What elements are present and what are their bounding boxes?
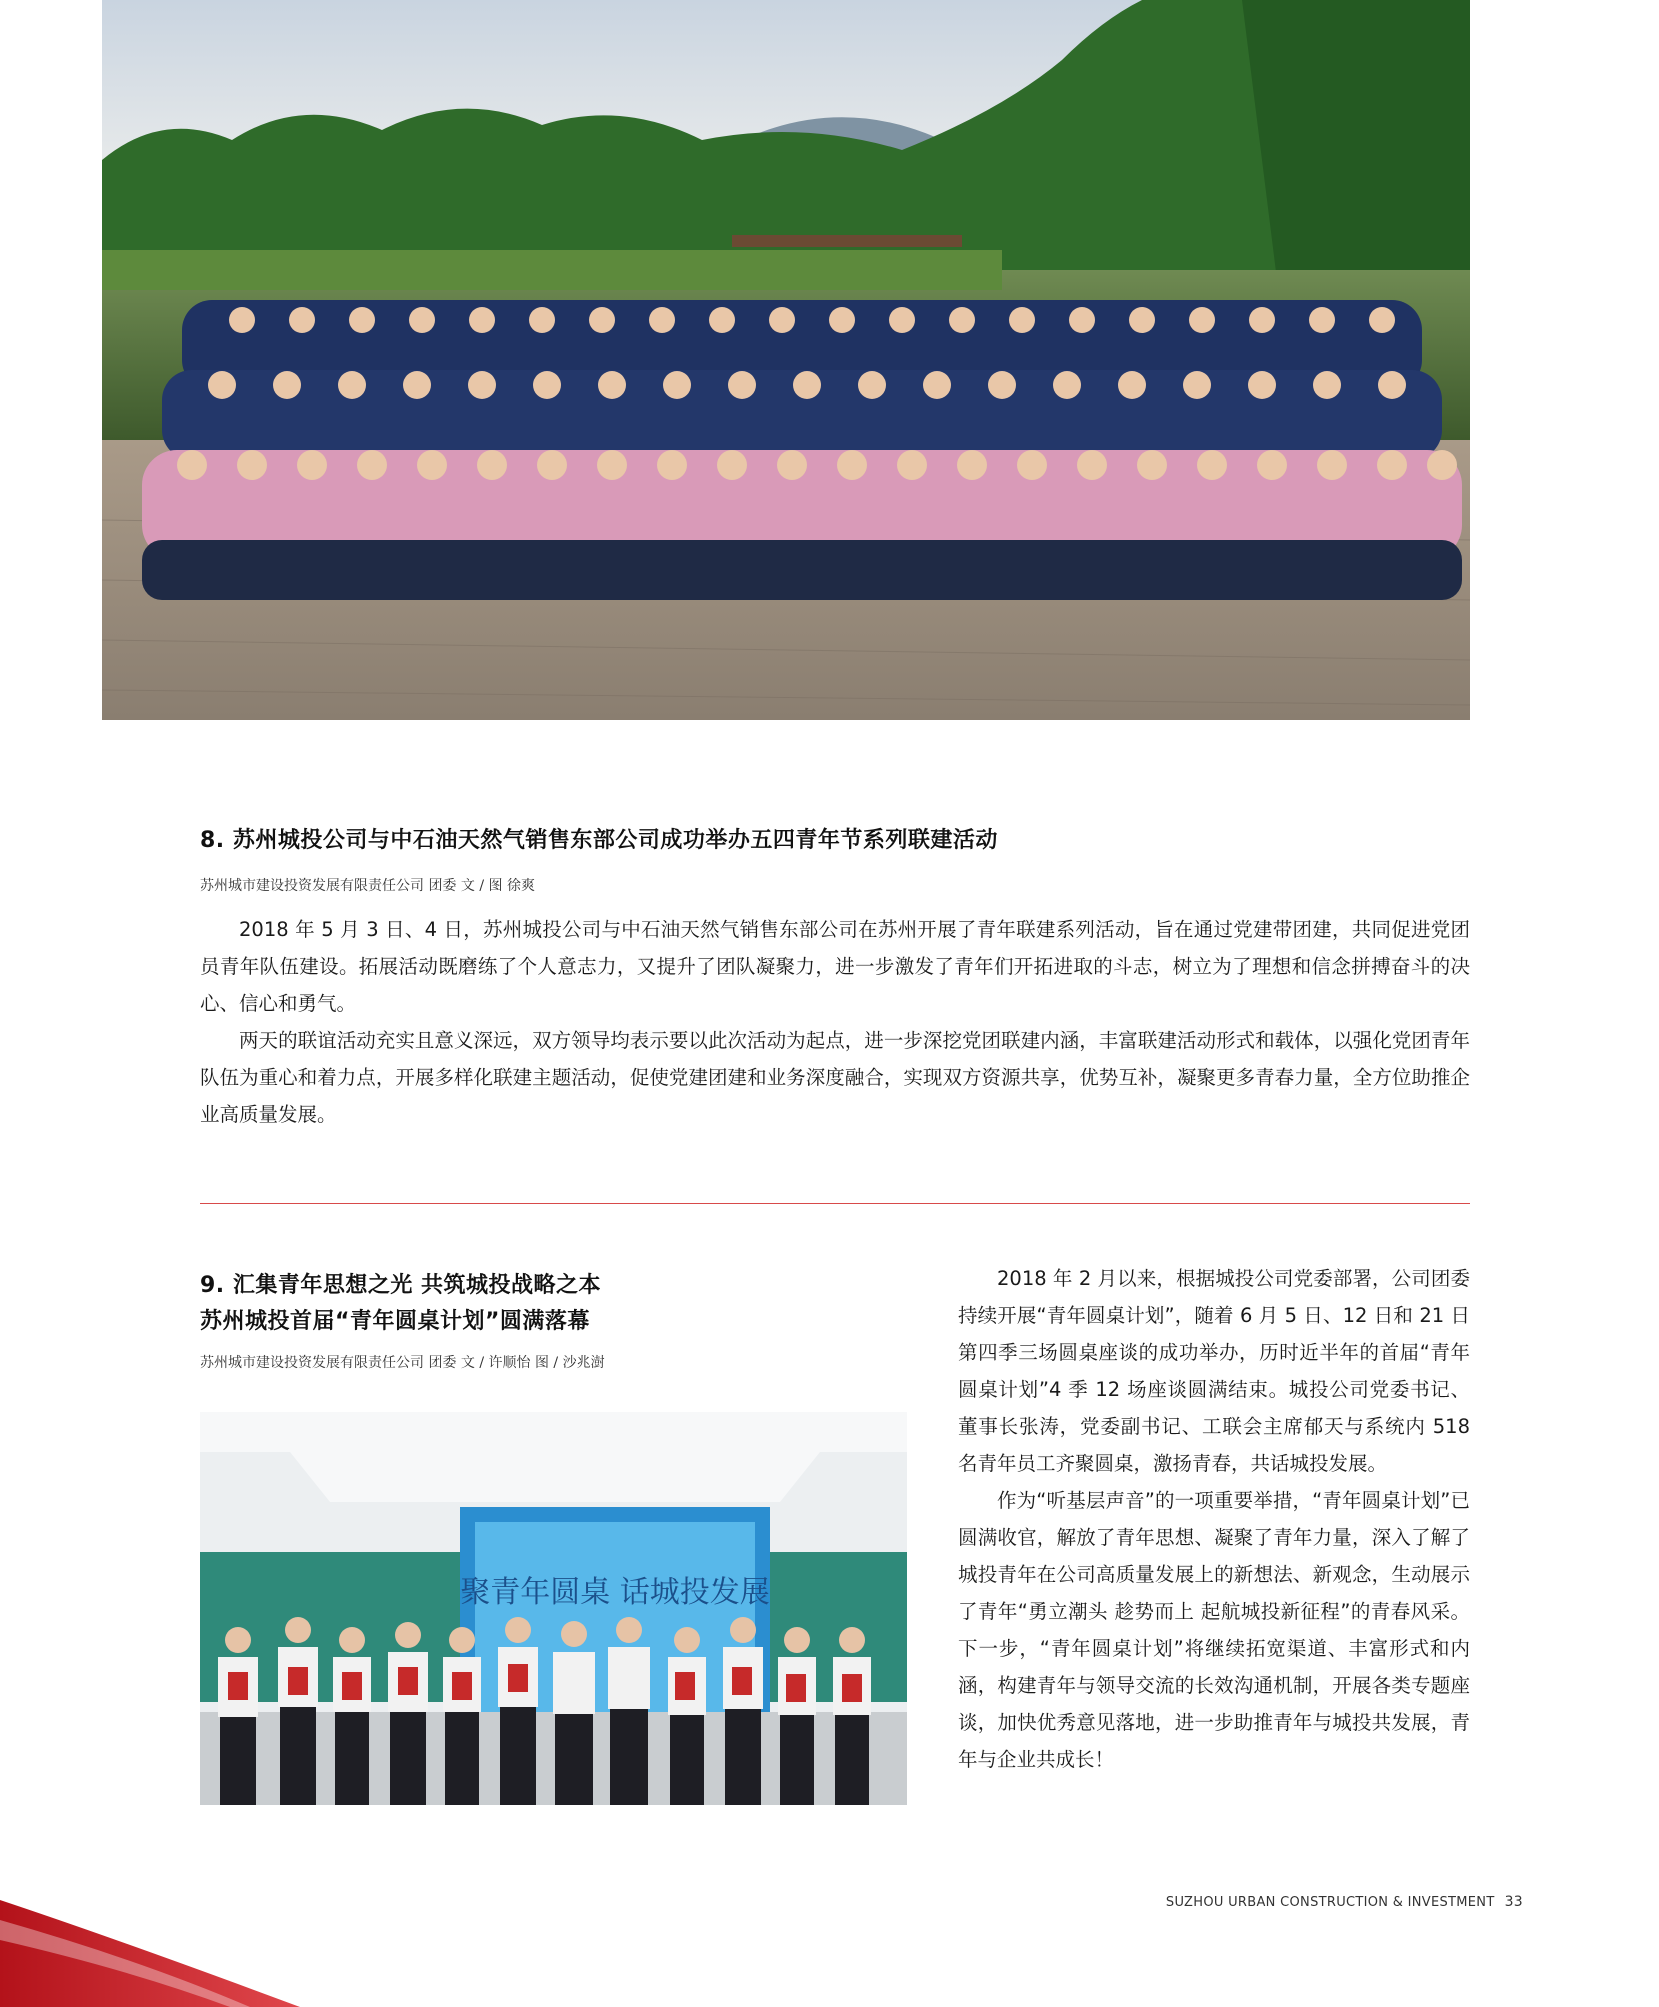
section8-paragraph-2: 两天的联谊活动充实且意义深远，双方领导均表示要以此次活动为起点，进一步深挖党团联建内涵，丰富联建活动形式和载体，以强化党团青年队伍为重心和着力点，开展多样化联建主题活动，促使党建团建和业务深度融合，实现双方资源共享，优势互补，凝聚更多青春力量，全方位助推企业高质量发展。 [200,1029,1470,1126]
red-swoosh-decoration [0,1880,320,2007]
section-divider [200,1203,1470,1204]
section9-title-line1: 9. 汇集青年思想之光 共筑城投战略之本 [200,1273,601,1298]
group-photo-illustration [102,0,1470,720]
publication-name: SUZHOU URBAN CONSTRUCTION & INVESTMENT [1165,1895,1495,1910]
section9-title-line2: 苏州城投首届“青年圆桌计划”圆满落幕 [200,1309,590,1334]
section8-byline: 苏州城市建设投资发展有限责任公司 团委 文 / 图 徐爽 [200,878,535,894]
section8-body [200,911,1470,1133]
section9-body [958,1260,1470,1778]
screen-slogan-text: 聚青年圆桌 话城投发展 [460,1575,770,1610]
roundtable-photo-illustration [200,1412,907,1805]
section8-title: 8. 苏州城投公司与中石油天然气销售东部公司成功举办五四青年节系列联建活动 [200,828,998,853]
section9-paragraph-2: 作为“听基层声音”的一项重要举措，“青年圆桌计划”已圆满收官，解放了青年思想、凝聚了青年力量，深入了解了城投青年在公司高质量发展上的新想法、新观念，生动展示了青年“勇立潮头 趁势而上 起航城投新征程”的青春风采。下一步，“青年圆桌计划”将继续拓宽渠道、丰富形式和内涵，构建青年与领导交流的长效沟通机制，开展各类专题座谈，加快优秀意见落地，进一步助推青年与城投共发展，青年与企业共成长！ [958,1489,1470,1771]
page-footer [1166,1894,1523,1910]
group-photo-lakeside [102,0,1470,720]
section9-byline: 苏州城市建设投资发展有限责任公司 团委 文 / 许顺怡 图 / 沙兆澍 [200,1355,605,1371]
section9-paragraph-1: 2018 年 2 月以来，根据城投公司党委部署，公司团委持续开展“青年圆桌计划”，随着 6 月 5 日、12 日和 21 日第四季三场圆桌座谈的成功举办，历时近半年的首届“青年圆桌计划”4 季 12 场座谈圆满结束。城投公司党委书记、董事长张涛，党委副书记、工联会主席郁天与系统内 518 名青年员工齐聚圆桌，激扬青春，共话城投发展。 [958,1267,1470,1475]
roundtable-group-photo [200,1412,907,1805]
section8-paragraph-1: 2018 年 5 月 3 日、4 日，苏州城投公司与中石油天然气销售东部公司在苏州开展了青年联建系列活动，旨在通过党建带团建，共同促进党团员青年队伍建设。拓展活动既磨练了个人意志力，又提升了团队凝聚力，进一步激发了青年们开拓进取的斗志，树立为了理想和信念拼搏奋斗的决心、信心和勇气。 [200,918,1470,1015]
page-number: 33 [1504,1894,1523,1910]
